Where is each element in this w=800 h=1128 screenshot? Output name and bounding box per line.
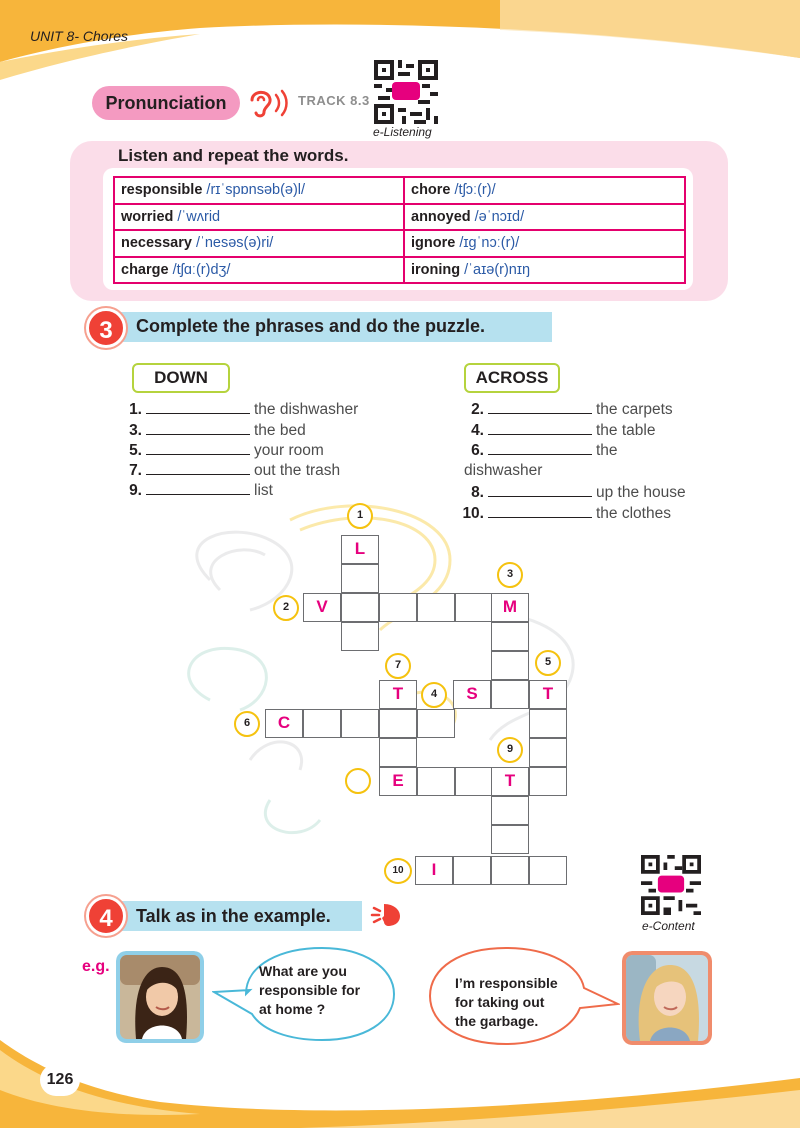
- ipa: /tʃɔː(r)/: [454, 182, 496, 199]
- clue-number: 3.: [129, 422, 142, 439]
- section3-title: Complete the phrases and do the puzzle.: [136, 316, 486, 336]
- puzzle-cell[interactable]: [491, 651, 529, 680]
- clue-text: the: [596, 442, 618, 459]
- bubble-line: responsible for: [259, 982, 361, 998]
- puzzle-cell[interactable]: [341, 622, 379, 651]
- across-clue-4: [462, 422, 655, 440]
- clue-number: 2.: [471, 401, 484, 418]
- puzzle-cell[interactable]: [491, 796, 529, 825]
- clue-text: the carpets: [596, 401, 673, 418]
- down-tab: DOWN: [132, 363, 230, 393]
- puzzle-cell[interactable]: S: [453, 680, 491, 709]
- down-clue-1: [120, 401, 358, 419]
- clue-text: out the trash: [254, 462, 341, 479]
- down-clue-7: [120, 462, 340, 480]
- puzzle-cell[interactable]: [455, 767, 493, 796]
- page-number: 126: [40, 1064, 80, 1096]
- puzzle-cell[interactable]: [529, 767, 567, 796]
- ipa: /ˈwʌrid: [177, 208, 221, 225]
- across-clue-6-cont: [464, 462, 542, 480]
- table-row: [114, 204, 685, 231]
- puzzle-cell[interactable]: C: [265, 709, 303, 738]
- word-cell: [114, 177, 404, 204]
- clue-marker: 2: [273, 595, 299, 621]
- puzzle-cell[interactable]: [491, 680, 529, 709]
- clue-marker: 9: [497, 737, 523, 763]
- girl-photo-right: [622, 951, 712, 1045]
- puzzle-cell[interactable]: V: [303, 593, 341, 622]
- puzzle-cell[interactable]: [341, 564, 379, 593]
- clue-text: up the house: [596, 484, 686, 501]
- clue-marker: 10: [384, 858, 412, 884]
- girl-photo-left: [116, 951, 204, 1043]
- clue-number: 5.: [129, 442, 142, 459]
- ipa: /ˈaɪə(r)nɪŋ: [464, 261, 531, 278]
- clue-marker: 3: [497, 562, 523, 588]
- clue-text: the table: [596, 422, 656, 439]
- answer-blank[interactable]: [488, 402, 592, 414]
- puzzle-cell[interactable]: [379, 593, 417, 622]
- clue-number: 10.: [462, 505, 484, 522]
- puzzle-cell[interactable]: [491, 825, 529, 854]
- section4-title: Talk as in the example.: [136, 906, 331, 926]
- clue-number: 9.: [129, 482, 142, 499]
- puzzle-cell[interactable]: T: [491, 767, 529, 796]
- bubble-line: the garbage.: [455, 1013, 539, 1029]
- unit-label: UNIT 8-: [30, 28, 79, 44]
- word-cell: [404, 204, 685, 231]
- clue-marker: 5: [535, 650, 561, 676]
- clue-marker: 4: [421, 682, 447, 708]
- word: annoyed: [411, 208, 471, 225]
- table-row: [114, 230, 685, 257]
- puzzle-cell[interactable]: M: [491, 593, 529, 622]
- answer-blank[interactable]: [488, 443, 592, 455]
- puzzle-cell[interactable]: E: [379, 767, 417, 796]
- clue-number: 8.: [471, 484, 484, 501]
- word: responsible: [121, 182, 203, 199]
- word: ignore: [411, 235, 456, 252]
- puzzle-cell[interactable]: [417, 767, 455, 796]
- puzzle-cell[interactable]: [529, 738, 567, 767]
- puzzle-cell[interactable]: I: [415, 856, 453, 885]
- puzzle-cell[interactable]: [529, 709, 567, 738]
- puzzle-cell[interactable]: L: [341, 535, 379, 564]
- across-clue-10: [462, 505, 671, 523]
- clue-number: 7.: [129, 462, 142, 479]
- speaking-icon: [370, 898, 402, 930]
- clue-text: the dishwasher: [254, 401, 359, 418]
- answer-blank[interactable]: [488, 506, 592, 518]
- down-clue-9: [120, 482, 273, 500]
- puzzle-cell[interactable]: [379, 738, 417, 767]
- word: necessary: [121, 235, 192, 252]
- clue-number: 6.: [471, 442, 484, 459]
- qr-caption-listening: e-Listening: [373, 125, 432, 139]
- puzzle-cell[interactable]: [417, 593, 455, 622]
- across-tab: ACROSS: [464, 363, 560, 393]
- word-cell: [404, 177, 685, 204]
- section4-number: 4: [86, 896, 126, 936]
- clue-marker: 6: [234, 711, 260, 737]
- track-number: TRACK 8.3: [298, 93, 370, 108]
- clue-marker: [345, 768, 371, 794]
- pronunciation-instruction: Listen and repeat the words.: [118, 146, 349, 165]
- puzzle-cell[interactable]: [417, 709, 455, 738]
- ipa: /ɪgˈnɔː(r)/: [459, 235, 520, 252]
- across-clue-8: [462, 484, 686, 502]
- word-cell: [404, 230, 685, 257]
- puzzle-cell[interactable]: [303, 709, 341, 738]
- ipa: /rɪˈspɒnsəb(ə)l/: [206, 182, 306, 199]
- down-clue-5: [120, 442, 324, 460]
- word-cell: [114, 230, 404, 257]
- clue-text: your room: [254, 442, 324, 459]
- puzzle-cell[interactable]: T: [379, 680, 417, 709]
- answer-blank[interactable]: [146, 423, 250, 435]
- across-clue-2: [462, 401, 673, 419]
- answer-blank[interactable]: [488, 485, 592, 497]
- puzzle-cell[interactable]: [529, 856, 567, 885]
- unit-title: [30, 28, 128, 44]
- clue-text: the clothes: [596, 505, 671, 522]
- puzzle-cell[interactable]: [453, 856, 491, 885]
- answer-blank[interactable]: [146, 483, 250, 495]
- bubble-line: at home ?: [259, 1001, 326, 1017]
- bubble-right-text: [455, 974, 558, 1031]
- clue-marker: 1: [347, 503, 373, 529]
- clue-number: 1.: [129, 401, 142, 418]
- qr-caption-content: e-Content: [642, 919, 695, 933]
- bubble-left-text: [259, 962, 360, 1019]
- word: chore: [411, 182, 451, 199]
- word: ironing: [411, 261, 461, 278]
- puzzle-cell[interactable]: [491, 856, 529, 885]
- bubble-line: I’m responsible: [455, 975, 558, 991]
- word: worried: [121, 208, 174, 225]
- word-table: [113, 176, 686, 284]
- clue-text: the bed: [254, 422, 306, 439]
- answer-blank[interactable]: [488, 423, 592, 435]
- ipa: /tʃɑː(r)dʒ/: [172, 261, 231, 278]
- ipa: /ˈnesəs(ə)ri/: [195, 235, 274, 252]
- clue-marker: 7: [385, 653, 411, 679]
- puzzle-cell[interactable]: [455, 593, 493, 622]
- table-row: [114, 177, 685, 204]
- footer-band: [0, 1040, 800, 1128]
- puzzle-cell[interactable]: [379, 709, 417, 738]
- bubble-line: for taking out: [455, 994, 545, 1010]
- clue-number: 4.: [471, 422, 484, 439]
- qr-code-icon[interactable]: [374, 60, 438, 124]
- example-label: e.g.: [82, 958, 110, 975]
- puzzle-cell[interactable]: [341, 593, 379, 622]
- section3-number: 3: [86, 308, 126, 348]
- word: charge: [121, 261, 169, 278]
- clue-text: list: [254, 482, 273, 499]
- bubble-line: What are you: [259, 963, 347, 979]
- pronunciation-label: Pronunciation: [92, 86, 240, 120]
- word-cell: [404, 257, 685, 284]
- answer-blank[interactable]: [146, 463, 250, 475]
- puzzle-cell[interactable]: T: [529, 680, 567, 709]
- unit-topic: Chores: [79, 28, 129, 44]
- across-clue-6: [462, 442, 618, 460]
- word-cell: [114, 204, 404, 231]
- clue-text: dishwasher: [464, 462, 543, 479]
- down-clue-3: [120, 422, 306, 440]
- answer-blank[interactable]: [146, 443, 250, 455]
- table-row: [114, 257, 685, 284]
- ipa: /əˈnɔɪd/: [474, 208, 525, 225]
- word-cell: [114, 257, 404, 284]
- qr-code-icon[interactable]: [641, 855, 701, 915]
- puzzle-cell[interactable]: [341, 709, 379, 738]
- ear-icon: [246, 86, 290, 120]
- puzzle-cell[interactable]: [491, 622, 529, 651]
- answer-blank[interactable]: [146, 402, 250, 414]
